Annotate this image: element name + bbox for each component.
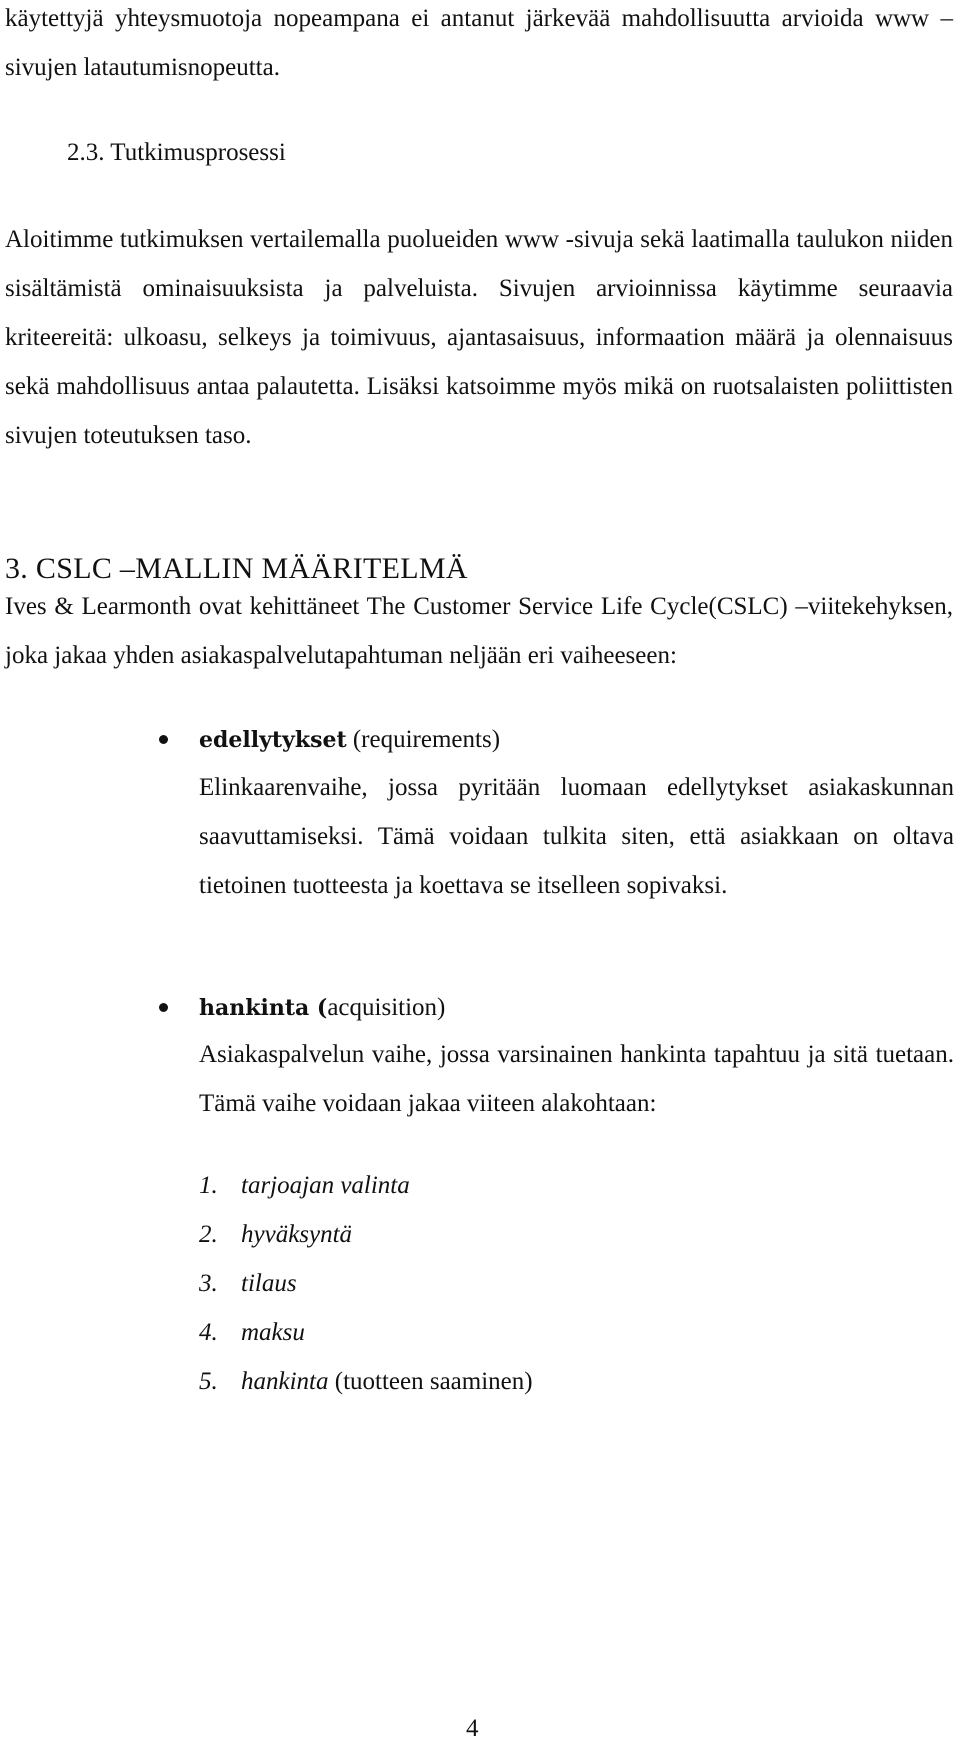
bullet-term-suffix: (requirements) xyxy=(346,726,501,753)
substep-item xyxy=(199,1308,533,1357)
cslc-intro-paragraph: Ives & Learmonth ovat kehittäneet The Customer Service Life Cycle(CSLC) –viitekehyksen, joka jakaa yhden asiakaspalvelutapahtuman neljään eri vaiheeseen: xyxy=(5,593,953,669)
bullet-term: hankinta ( xyxy=(199,995,328,1021)
bullet-title xyxy=(199,720,500,760)
substep-extra: (tuotteen saaminen) xyxy=(328,1368,533,1395)
page-number: 4 xyxy=(466,1715,479,1742)
substep-text: hankinta xyxy=(241,1368,329,1395)
substep-text: tarjoajan valinta xyxy=(241,1172,410,1199)
bullet-dot-icon xyxy=(159,735,168,744)
section-heading-cslc: 3. CSLC –MALLIN MÄÄRITELMÄ xyxy=(5,552,468,585)
substep-item xyxy=(199,1357,533,1406)
section-heading-tutkimusprosessi: 2.3. Tutkimusprosessi xyxy=(67,139,286,166)
substep-item xyxy=(199,1161,533,1210)
tutkimusprosessi-paragraph: Aloitimme tutkimuksen vertailemalla puolueiden www -sivuja sekä laatimalla taulukon niiden sisältämistä ominaisuuksista ja palveluista. Sivujen arvioinnissa käytimme seuraavia kriteereitä: ulkoasu, selkeys ja toimivuus, ajantasaisuus, informaation määrä ja olennaisuus sekä mahdollisuus antaa palautetta. Lisäksi katsoimme myös mikä on ruotsalaisten poliittisten sivujen toteutuksen taso. xyxy=(5,226,953,449)
substep-number: 3. xyxy=(199,1270,218,1297)
substep-number: 4. xyxy=(199,1319,218,1346)
intro-paragraph: käytettyjä yhteysmuotoja nopeampana ei antanut järkevää mahdollisuutta arvioida www –sivujen latautumisnopeutta. xyxy=(5,5,953,81)
bullet-title xyxy=(199,988,445,1028)
substep-item xyxy=(199,1210,533,1259)
substep-number: 5. xyxy=(199,1368,218,1395)
substep-number: 2. xyxy=(199,1221,218,1248)
bullet-term: edellytykset xyxy=(199,727,347,753)
bullet-body: Asiakaspalvelun vaihe, jossa varsinainen hankinta tapahtuu ja sitä tuetaan. Tämä vaihe voidaan jakaa viiteen alakohtaan: xyxy=(199,1041,954,1117)
bullet-body: Elinkaarenvaihe, jossa pyritään luomaan edellytykset asiakaskunnan saavuttamiseksi. Tämä voidaan tulkita siten, että asiakkaan on oltava tietoinen tuotteesta ja koettava se itselleen sopivaksi. xyxy=(199,774,954,899)
substep-text: tilaus xyxy=(241,1270,297,1297)
substep-item xyxy=(199,1259,533,1308)
substep-text: hyväksyntä xyxy=(241,1221,353,1248)
substep-text: maksu xyxy=(241,1319,305,1346)
bullet-dot-icon xyxy=(159,1003,168,1012)
substep-number: 1. xyxy=(199,1172,218,1199)
substep-list xyxy=(199,1161,533,1406)
bullet-term-suffix: acquisition) xyxy=(327,994,446,1021)
